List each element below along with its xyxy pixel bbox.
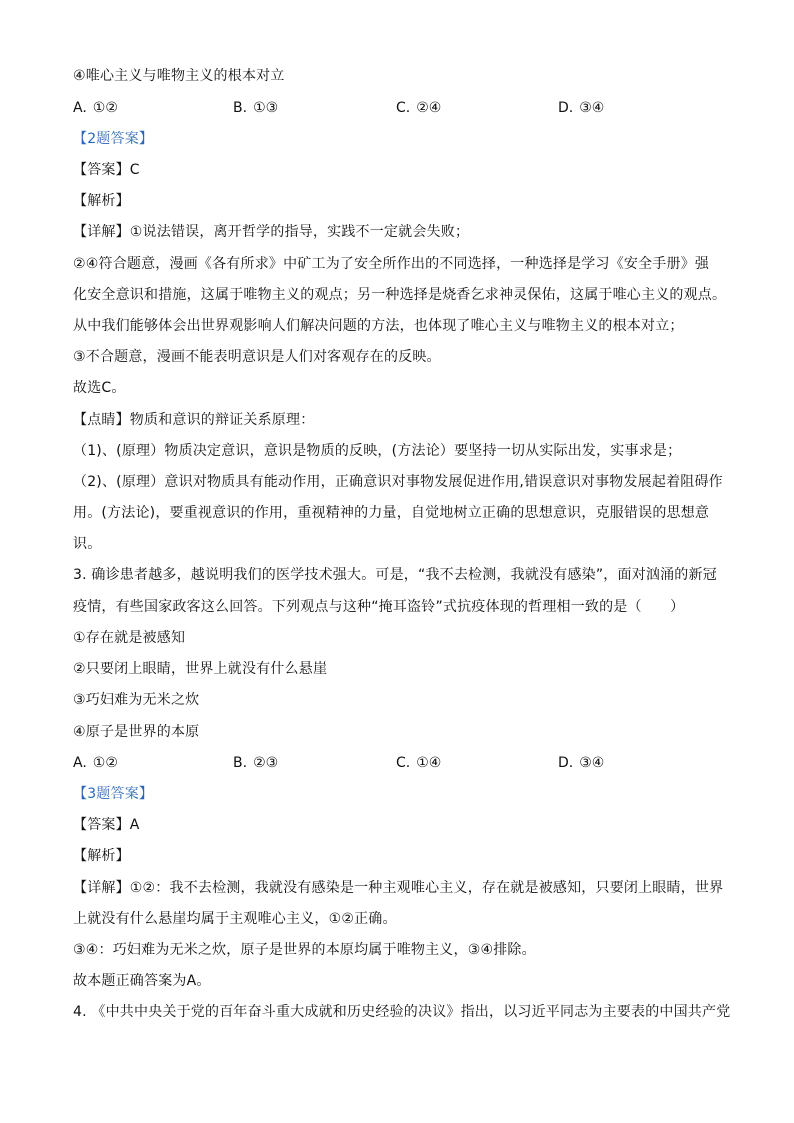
q3-analysis-line: ③④：巧妇难为无米之炊，原子是世界的本原均属于唯物主义，③④排除。	[73, 942, 536, 958]
q3-options	[73, 753, 723, 773]
q2-answer-heading: 【2题答案】	[73, 131, 154, 147]
q2-analysis-line: 化安全意识和措施，这属于唯物主义的观点；另一种选择是烧香乞求神灵保佑，这属于唯心主义的观点。	[73, 287, 727, 303]
q2-statement-4: ④唯心主义与唯物主义的根本对立	[73, 68, 285, 84]
q2-tip-line: 用。(方法论)，要重视意识的作用，重视精神的力量，自觉地树立正确的思想意识，克服错误的思想意	[73, 505, 710, 521]
q3-statement-4: ④原子是世界的本原	[73, 724, 200, 740]
q3-option-c: C. ①④	[396, 755, 442, 771]
q3-analysis-line: 故本题正确答案为A。	[73, 973, 211, 989]
q3-statement-2: ②只要闭上眼睛，世界上就没有什么悬崖	[73, 661, 328, 677]
q3-stem-line: 疫情，有些国家政客这么回答。下列观点与这种“掩耳盗铃”式抗疫体现的哲理相一致的是（ ）	[73, 599, 685, 615]
q2-options	[73, 98, 723, 118]
q2-analysis-line: ③不合题意，漫画不能表明意识是人们对客观存在的反映。	[73, 349, 441, 365]
q3-analysis-line: 上就没有什么悬崖均属于主观唯心主义，①②正确。	[73, 911, 397, 927]
q2-analysis-heading: 【解析】	[73, 193, 130, 209]
q2-option-a: A. ①②	[73, 100, 118, 116]
q2-option-d: D. ③④	[558, 100, 605, 116]
q2-analysis-line: 【详解】①说法错误，离开哲学的指导，实践不一定就会失败；	[73, 224, 470, 240]
q3-option-b: B. ②③	[233, 755, 279, 771]
q3-answer: 【答案】A	[73, 817, 140, 833]
q3-statement-1: ①存在就是被感知	[73, 630, 186, 646]
q2-answer: 【答案】C	[73, 162, 140, 178]
q3-answer-heading: 【3题答案】	[73, 786, 154, 802]
q2-tip-line: （1)、(原理）物质决定意识，意识是物质的反映，(方法论）要坚持一切从实际出发，实事求是；	[73, 443, 682, 459]
q2-tip-line: （2)、(原理）意识对物质具有能动作用，正确意识对事物发展促进作用,错误意识对事物发展起着阻碍作	[73, 474, 723, 490]
q2-option-b: B. ①③	[233, 100, 279, 116]
q3-option-d: D. ③④	[558, 755, 605, 771]
q2-option-c: C. ②④	[396, 100, 442, 116]
q2-analysis-line: 从中我们能够体会出世界观影响人们解决问题的方法，也体现了唯心主义与唯物主义的根本对立；	[73, 318, 684, 334]
q2-tip-heading: 【点睛】物质和意识的辩证关系原理：	[73, 412, 315, 428]
q2-analysis-line: 故选C。	[73, 380, 126, 396]
q4-stem-line: 4. 《中共中央关于党的百年奋斗重大成就和历史经验的决议》指出，以习近平同志为主要表的中国共产党	[73, 1004, 731, 1020]
q3-analysis-heading: 【解析】	[73, 848, 130, 864]
q3-option-a: A. ①②	[73, 755, 118, 771]
q2-analysis-line: ②④符合题意，漫画《各有所求》中矿工为了安全所作出的不同选择，一种选择是学习《安全手册》强	[73, 256, 710, 272]
q3-analysis-line: 【详解】①②：我不去检测，我就没有感染是一种主观唯心主义，存在就是被感知，只要闭上眼睛，世界	[73, 880, 724, 896]
q2-tip-line: 识。	[73, 536, 102, 552]
q3-statement-3: ③巧妇难为无米之炊	[73, 692, 200, 708]
q3-stem-line: 3. 确诊患者越多，越说明我们的医学技术强大。可是，“我不去检测，我就没有感染”，面对汹涌的新冠	[73, 567, 717, 583]
